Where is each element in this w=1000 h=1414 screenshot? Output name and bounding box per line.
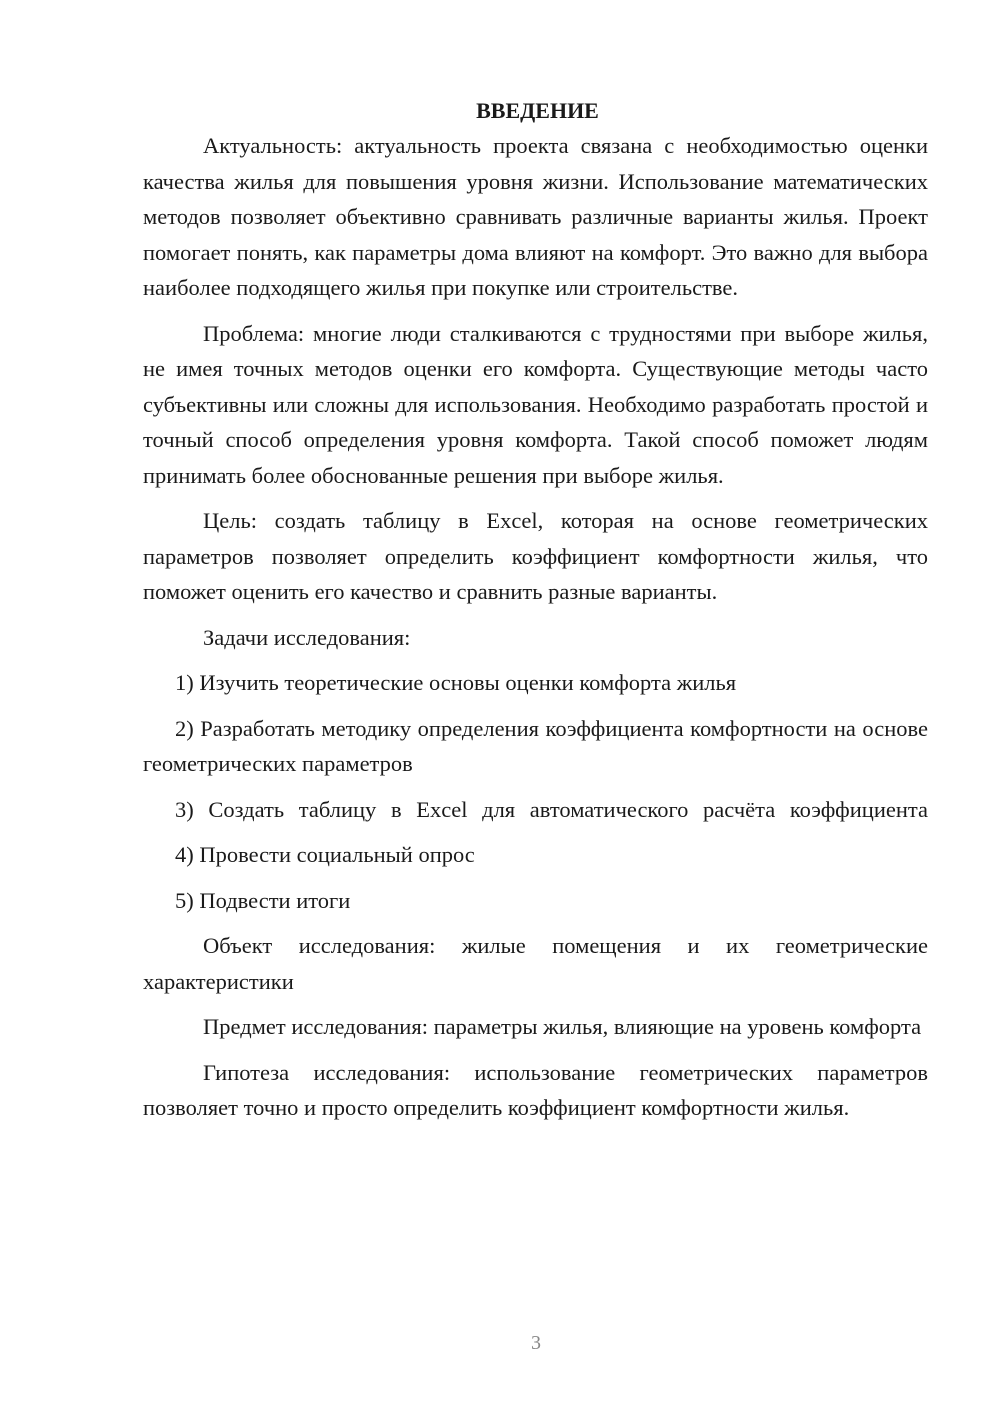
paragraph-goal: Цель: создать таблицу в Excel, которая на основе геометрических параметров позволяет определить коэффициент комфортности жилья, что поможет оценить его качество и сравнить разные варианты.	[143, 508, 928, 604]
task-item: 1) Изучить теоретические основы оценки комфорта жилья	[175, 670, 737, 695]
section-heading: ВВЕДЕНИЕ	[476, 98, 599, 123]
document-page	[143, 96, 928, 1136]
task-item: 4) Провести социальный опрос	[175, 842, 475, 867]
paragraph-object: Объект исследования: жилые помещения и их геометрические характеристики	[143, 933, 928, 994]
task-item: 3) Создать таблицу в Excel для автоматического расчёта коэффициента	[175, 796, 928, 822]
paragraph-subject: Предмет исследования: параметры жилья, влияющие на уровень комфорта	[203, 1014, 922, 1039]
page-number: 3	[531, 1332, 541, 1354]
paragraph-relevance: Актуальность: актуальность проекта связана с необходимостью оценки качества жилья для повышения уровня жизни. Использование математических методов позволяет объективно сравнивать различные варианты жилья. Проект помогает понять, как параметры дома влияют на комфорт. Это важно для выбора наиболее подходящего жилья при покупке или строительстве.	[143, 133, 928, 300]
tasks-title: Задачи исследования:	[203, 624, 411, 650]
paragraph-problem: Проблема: многие люди сталкиваются с трудностями при выборе жилья, не имея точных методов оценки его комфорта. Существующие методы часто субъективны или сложны для использования. Необходимо разработать простой и точный способ определения уровня комфорта. Такой способ поможет людям принимать более обоснованные решения при выборе жилья.	[143, 320, 928, 488]
task-item: 5) Подвести итоги	[175, 887, 351, 913]
paragraph-hypothesis: Гипотеза исследования: использование геометрических параметров позволяет точно и просто определить коэффициент комфортности жилья.	[143, 1059, 928, 1120]
task-item: 2) Разработать методику определения коэффициента комфортности на основе геометрических параметров	[143, 715, 928, 776]
